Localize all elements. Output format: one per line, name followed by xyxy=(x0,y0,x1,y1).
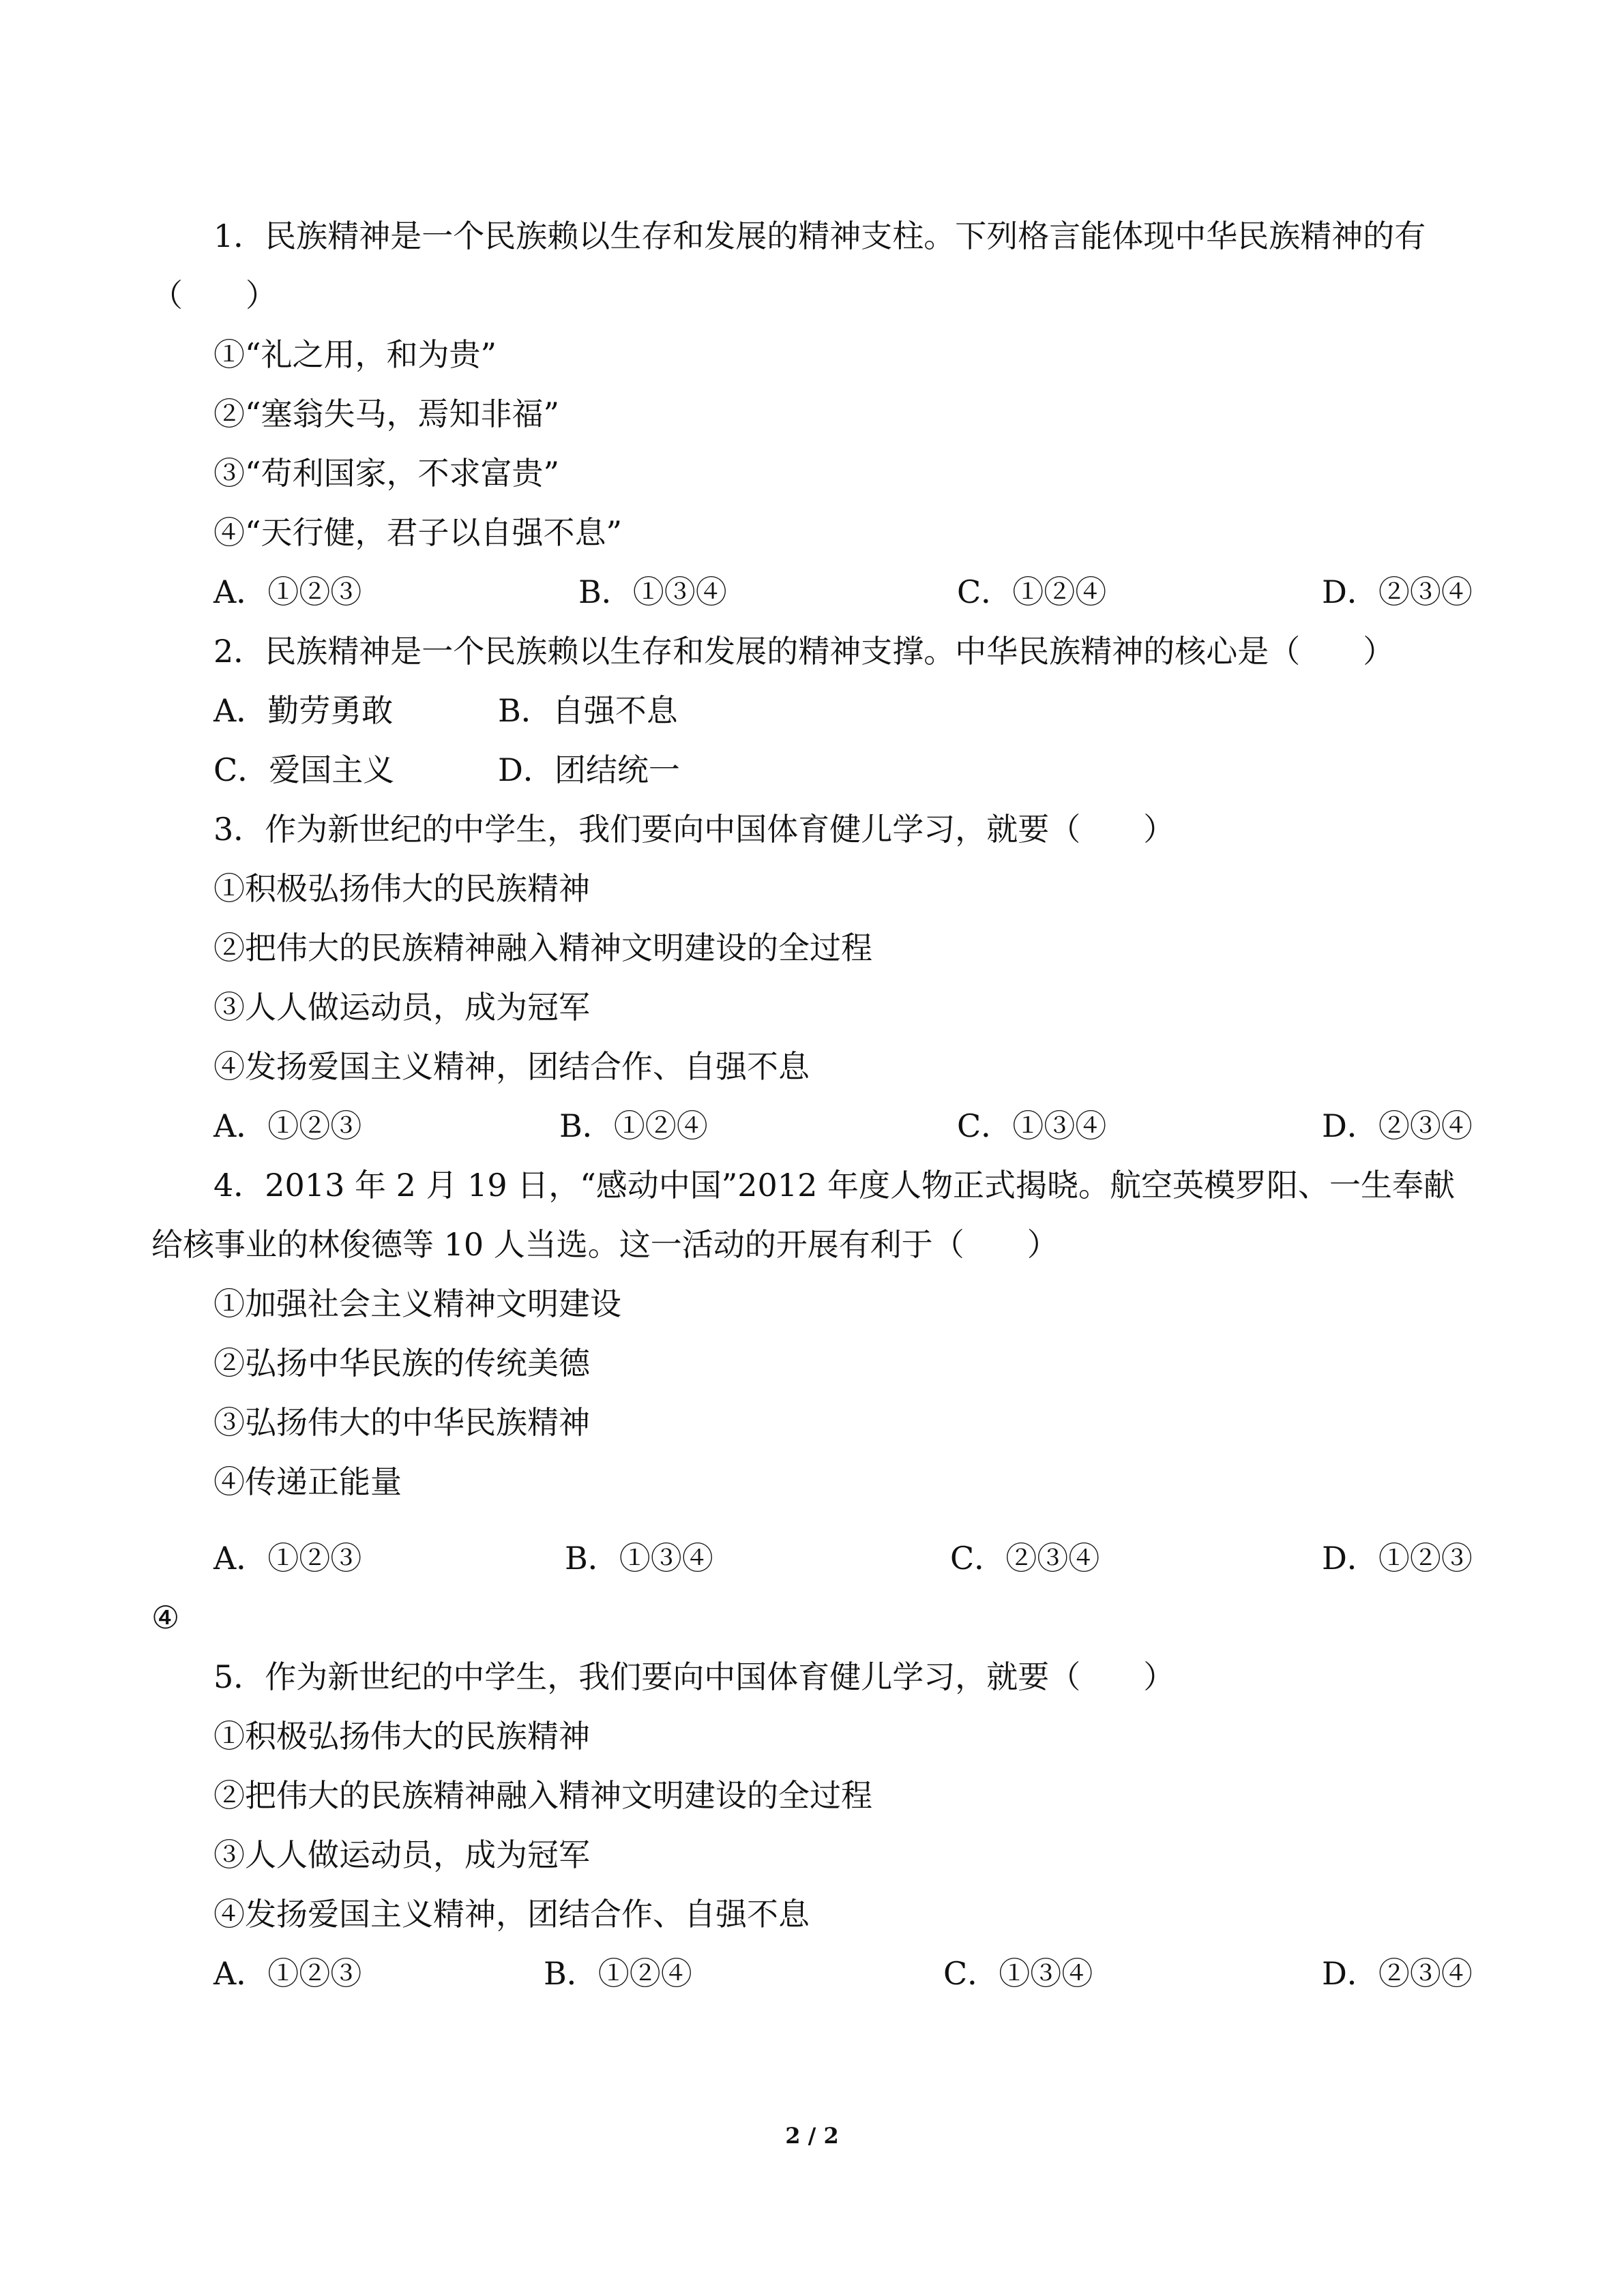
question-3-option-d[interactable]: D．②③④ xyxy=(1322,1107,1473,1144)
question-3-stem: 3．作为新世纪的中学生，我们要向中国体育健儿学习，就要（ ） xyxy=(213,811,1175,848)
question-4-item-1: ①加强社会主义精神文明建设 xyxy=(213,1285,621,1322)
question-4-option-d[interactable]: D．①②③ xyxy=(1322,1540,1473,1577)
question-4-option-d-wrap: ④ xyxy=(151,1599,180,1636)
question-1-option-b[interactable]: B．①③④ xyxy=(578,573,727,610)
question-5-item-4: ④发扬爱国主义精神，团结合作、自强不息 xyxy=(213,1896,810,1933)
question-4-option-c[interactable]: C．②③④ xyxy=(950,1540,1100,1577)
question-1-item-3: ③“苟利国家，不求富贵” xyxy=(213,455,560,492)
question-5-item-1: ①积极弘扬伟大的民族精神 xyxy=(213,1718,590,1755)
question-3-option-c[interactable]: C．①③④ xyxy=(957,1107,1107,1144)
question-1-stem: 1．民族精神是一个民族赖以生存和发展的精神支柱。下列格言能体现中华民族精神的有 xyxy=(213,218,1426,254)
question-3-item-3: ③人人做运动员，成为冠军 xyxy=(213,989,590,1026)
question-3-item-2: ②把伟大的民族精神融入精神文明建设的全过程 xyxy=(213,929,872,966)
question-1-item-2: ②“塞翁失马，焉知非福” xyxy=(213,396,560,432)
question-2-option-d[interactable]: D．团结统一 xyxy=(498,751,680,788)
question-3-option-b[interactable]: B．①②④ xyxy=(559,1107,708,1144)
question-1-option-d[interactable]: D．②③④ xyxy=(1322,573,1473,610)
question-5-option-a[interactable]: A．①②③ xyxy=(213,1955,362,1992)
question-2-option-a[interactable]: A．勤劳勇敢 xyxy=(213,692,394,729)
question-5-item-3: ③人人做运动员，成为冠军 xyxy=(213,1836,590,1873)
question-2-option-b[interactable]: B．自强不息 xyxy=(498,692,678,729)
question-4-option-a[interactable]: A．①②③ xyxy=(213,1540,362,1577)
question-5-option-c[interactable]: C．①③④ xyxy=(943,1955,1093,1992)
question-1-item-1: ①“礼之用，和为贵” xyxy=(213,336,497,373)
question-5-option-d[interactable]: D．②③④ xyxy=(1322,1955,1473,1992)
question-2-option-c[interactable]: C．爱国主义 xyxy=(213,751,395,788)
question-5-item-2: ②把伟大的民族精神融入精神文明建设的全过程 xyxy=(213,1777,872,1814)
question-4-item-4: ④传递正能量 xyxy=(213,1463,402,1500)
question-3-item-1: ①积极弘扬伟大的民族精神 xyxy=(213,870,590,907)
question-2-stem: 2．民族精神是一个民族赖以生存和发展的精神支撑。中华民族精神的核心是（ ） xyxy=(213,633,1395,670)
question-4-item-3: ③弘扬伟大的中华民族精神 xyxy=(213,1404,590,1441)
question-5-option-b[interactable]: B．①②④ xyxy=(544,1955,692,1992)
question-4-option-b[interactable]: B．①③④ xyxy=(565,1540,713,1577)
question-4-stem-continuation: 给核事业的林俊德等 10 人当选。这一活动的开展有利于（ ） xyxy=(151,1226,1059,1263)
question-4-stem: 4．2013 年 2 月 19 日，“感动中国”2012 年度人物正式揭晓。航空英模罗阳、一生奉献 xyxy=(213,1167,1455,1204)
question-1-option-a[interactable]: A．①②③ xyxy=(213,573,362,610)
question-1-option-c[interactable]: C．①②④ xyxy=(957,573,1107,610)
question-3-option-a[interactable]: A．①②③ xyxy=(213,1107,362,1144)
question-1-item-4: ④“天行健，君子以自强不息” xyxy=(213,514,623,551)
question-3-item-4: ④发扬爱国主义精神，团结合作、自强不息 xyxy=(213,1048,810,1085)
question-4-item-2: ②弘扬中华民族的传统美德 xyxy=(213,1345,590,1382)
question-1-stem-continuation: （ ） xyxy=(151,277,277,314)
page-number: 2 / 2 xyxy=(785,2123,839,2149)
question-5-stem: 5．作为新世纪的中学生，我们要向中国体育健儿学习，就要（ ） xyxy=(213,1658,1175,1695)
